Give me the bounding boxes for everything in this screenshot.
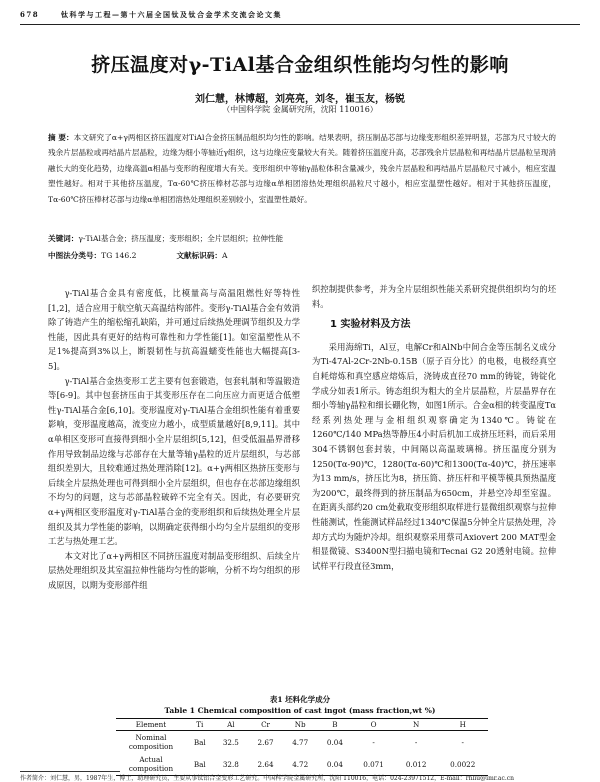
abstract (48, 130, 556, 207)
abstract-label: 摘 要： (48, 133, 74, 142)
section-heading: 1 实验材料及方法 (330, 319, 411, 331)
clc-value: TG 146.2 (101, 251, 137, 260)
table-cell: - (414, 737, 418, 747)
table-cell: 2.67 (257, 737, 274, 747)
table-caption-cn: 表1 坯料化学成分 (269, 695, 331, 704)
table-cell: - (461, 737, 464, 747)
table-cell: Bal (186, 753, 214, 776)
table-cell: 0.0022 (437, 753, 488, 776)
table-header: O (352, 719, 395, 731)
table-cell: 2.64 (248, 753, 283, 776)
table-cell: 0.04 (318, 753, 353, 776)
table-cell: 4.77 (292, 737, 309, 747)
body-paragraph: 本文对比了α+γ两相区不同挤压温度对制品变形组织、后续全片层热处理组织及其室温拉伸性能均匀性的影响，分析不均匀组织的形成原因，以期为变形部件组 (48, 550, 300, 590)
table-header: Ti (186, 719, 214, 731)
doc-code-value: A (222, 251, 228, 260)
body-paragraph: 织控制提供参考，并为全片层组织性能关系研究提供组织均匀的坯料。 (312, 284, 556, 309)
table-cell: 0.04 (326, 737, 343, 747)
table-header: Nb (283, 719, 318, 731)
author-list: 刘仁慧，林博超，刘亮亮，刘冬，崔玉友，杨锐 (195, 94, 405, 105)
affiliation: （中国科学院 金属研究所，沈阳 110016） (222, 105, 378, 114)
table-header-row (116, 719, 488, 731)
table-header: Al (214, 719, 249, 731)
table-cell: Actual composition (116, 753, 186, 776)
table-header: N (395, 719, 438, 731)
table-cell: 32.8 (214, 753, 249, 776)
table-header: H (437, 719, 488, 731)
table-cell: 4.72 (283, 753, 318, 776)
table-caption-en: Table 1 Chemical composition of cast ingot (mass fraction,wt %) (164, 706, 436, 715)
right-column (312, 282, 556, 573)
clc-label: 中图法分类号： (48, 251, 102, 260)
doc-code-label: 文献标识码： (176, 251, 223, 260)
header-rule (20, 24, 580, 25)
abstract-text: 本文研究了α+γ两相区挤压温度对TiAl合金挤压制品组织均匀性的影响。结果表明，挤压制品芯部与边缘变形组织差异明显，芯部为尺寸较大的残余片层晶粒或再结晶片层晶粒，边缘为细小等轴近γ组织，这与边缘应变量较大有关。随着挤压温度升高，芯部残余片层晶粒和再结晶片层晶粒呈现消融长大的变化趋势，边缘高温α相晶与变形的程度增大有关。变形组织中等轴γ晶粒体积含量减少，残余片层晶粒和再结晶片层晶粒尺寸减小，相应室温塑性越好。相对于其他挤压温度，Tα-60℃挤压棒材芯部与边缘α单相团溶热处理组织晶粒尺寸越小，相应室温塑性越好。相对于其他挤压温度，Tα-60℃挤压棒材芯部与边缘α单相团溶热处理组织差别较小，室温塑性最好。 (48, 133, 556, 204)
table-cell: 0.012 (395, 753, 438, 776)
paper-title: 挤压温度对γ-TiAl基合金组织性能均匀性的影响 (91, 54, 509, 76)
keywords (48, 232, 556, 246)
left-column (48, 286, 300, 592)
table-cell: Bal (193, 737, 206, 747)
table-cell: 0.071 (352, 753, 395, 776)
table-row (116, 731, 488, 754)
page-number: 678 (20, 10, 40, 19)
body-paragraph: 采用海绵Ti，Al豆，电解Cr和AlNb中间合金等压制名义成分为Ti-47Al-2Cr-2Nb-0.15B（原子百分比）的电极，电极经真空自耗熔炼和真空感应熔炼后，浇铸成直径70 mm的铸锭，铸锭化学成分如表1所示。铸态组织为粗大的全片层晶粒，片层晶界存在细小等轴γ晶粒和细长硼化物，如图1所示。合金α相的转变温度Tα经系列热处理与金相组织观察确定为1340℃。铸锭在1260℃/140 MPa热等静压4小时后机加工成挤压坯料，而后采用304不锈钢包套封装，中间隔以高温玻璃棉。挤压温度分别为1250(Tα-90)℃，1280(Tα-60)℃和1300(Tα-40)℃，挤压速率为13 mm/s，挤压比为8，挤压筒、挤压杆和平模等模具预热温度为200℃，最终得到的挤压制品为650cm，并悬空冷却至室温。在距离头部约20 cm处截取变形组织取样进行显微组织观察与拉伸性能测试，性能测试样品经过1340℃保温5分钟全片层热处理，冷却方式均为随炉冷却。组织观察采用蔡司Axiovert 200 MAT型金相显微镜、S3400N型扫描电镜和Tecnai G2 20透射电镜。拉伸试样平行段直径3mm， (312, 341, 556, 571)
table-cell: - (372, 737, 375, 747)
running-title: 钛科学与工程—第十六届全国钛及钛合金学术交流会论文集 (61, 10, 282, 19)
body-paragraph: γ-TiAl基合金热变形工艺主要有包套锻造，包套轧制和等温锻造等[6-9]。其中包套挤压由于其变形压存在二向压应力而更适合低塑性γ-TiAl基合金[6,10]。变形温度对γ-TiAl基合金组织性能有着重要影响，变形温度越高，流变应力越小，成型质量越好[8,9,11]。其中α单相区变形可直接得到细小全片层组织[5,12]，但受低温晶界滑移作用导致制品边缘与芯部存在大量等轴γ晶粒的近片层组织，与芯部组织差别大，且较难通过热处理消除[12]。α+γ两相区热挤压变形与后续全片层热处理也可得到细小全片层组织，但也存在芯部边缘组织不均匀的问题，这与芯部晶粒破碎不完全有关。因此，有必要研究α+γ两相区变形温度对γ-TiAl基合金的变形组织和后续热处理全片层组织及其力学性能的影响，以期确定获得细小均匀全片层组织的变形工艺与热处理工艺。 (48, 375, 300, 547)
classification-line (48, 249, 556, 263)
body-paragraph: γ-TiAl基合金具有密度低，比模量高与高温阻燃性好等特性[1,2]，适合应用于航空航天高温结构部件。变形γ-TiAl基合金有效消除了铸造产生的缩松缩孔缺陷，并可通过后续热处理调节组织及力学性能，因此具有更好的结构可靠性和力学性能[1]。如室温塑性从不足1%提高到3%以上，断裂韧性与抗高温蠕变性能也大幅提高[3-5]。 (48, 288, 300, 371)
table-cell: 32.5 (222, 737, 239, 747)
running-header (20, 10, 282, 20)
table-header: B (318, 719, 353, 731)
table-cell: Nominal composition (128, 733, 174, 751)
table-header: Cr (248, 719, 283, 731)
table-header: Element (116, 719, 186, 731)
footnote: 作者简介：刘仁慧，男，1987年生，博士，助理研究员，主要从事钛铝合金变形工艺研究。中国科学院金属研究所，沈阳 110016，电话：024-23971512，E-mail：rhliu@imr.ac.cn (20, 775, 514, 782)
keywords-text: γ-TiAl基合金；挤压温度；变形组织；全片层组织；拉伸性能 (78, 234, 284, 243)
keywords-label: 关键词： (48, 234, 79, 243)
composition-table (116, 718, 488, 776)
footnote-rule (20, 771, 120, 772)
